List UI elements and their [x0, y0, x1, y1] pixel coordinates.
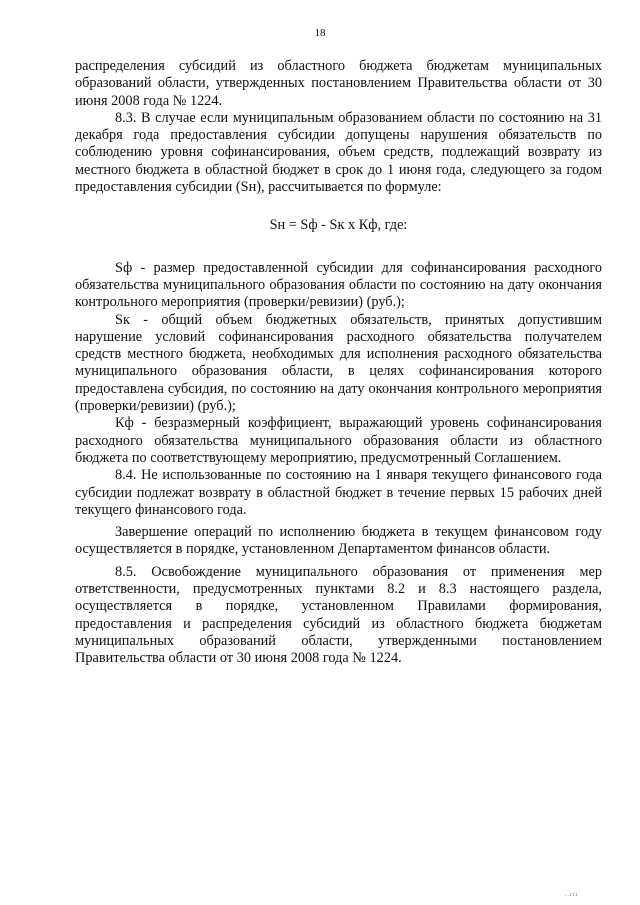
document-body: [75, 58, 602, 668]
corner-scan-mark: ..ııı: [564, 892, 578, 898]
paragraph-budget-completion: Завершение операций по исполнению бюджета в текущем финансовом году осуществляется в порядке, установленном Департаментом финансов области.: [75, 524, 602, 558]
formula: Sн = Sф - Sк х Кф, где:: [269, 217, 408, 234]
definition-kf: Кф - безразмерный коэффициент, выражающий уровень софинансирования расходного обязательства муниципального образования области из областного бюджета по соответствующему мероприятию, предусмотренный Соглашением.: [75, 415, 602, 466]
page-number: 18: [314, 27, 326, 39]
definition-sf: Sф - размер предоставленной субсидии для софинансирования расходного обязательства муниципального образования области по состоянию на дату окончания контрольного мероприятия (проверки/ревизии) (руб.);: [75, 259, 602, 311]
paragraph-8-4: 8.4. Не использованные по состоянию на 1 января текущего финансового года субсидии подлежат возврату в областной бюджет в течение первых 15 рабочих дней текущего финансового года.: [75, 467, 602, 518]
paragraph-8-3: 8.3. В случае если муниципальным образованием области по состоянию на 31 декабря года предоставления субсидии допущены нарушения обязательств по соблюдению уровня софинансирования, объем средств, подлежащий возврату из местного бюджета в областной бюджет в срок до 1 июня года, следующего за годом предоставления субсидии (Sн), рассчитывается по формуле:: [75, 109, 602, 196]
paragraph-8-5: 8.5. Освобождение муниципального образования от применения мер ответственности, предусмотренных пунктами 8.2 и 8.3 настоящего раздела, осуществляется в порядке, установленном Правилами формирования, предоставления и распределения субсидий из областного бюджета бюджетам муниципальных образований области, утвержденными постановлением Правительства области от 30 июня 2008 года № 1224.: [75, 563, 602, 667]
paragraph-continuation: распределения субсидий из областного бюджета бюджетам муниципальных образований области, утвержденных постановлением Правительства области от 30 июня 2008 года № 1224.: [75, 58, 602, 109]
definition-sk: Sк - общий объем бюджетных обязательств, принятых допустившим нарушение условий софинансирования расходного обязательства получателем средств местного бюджета, необходимых для исполнения расходного обязательства муниципального образования области, в целях софинансирования которого предоставлена субсидия, по состоянию на дату окончания контрольного мероприятия (проверки/ревизии) (руб.);: [75, 311, 602, 415]
